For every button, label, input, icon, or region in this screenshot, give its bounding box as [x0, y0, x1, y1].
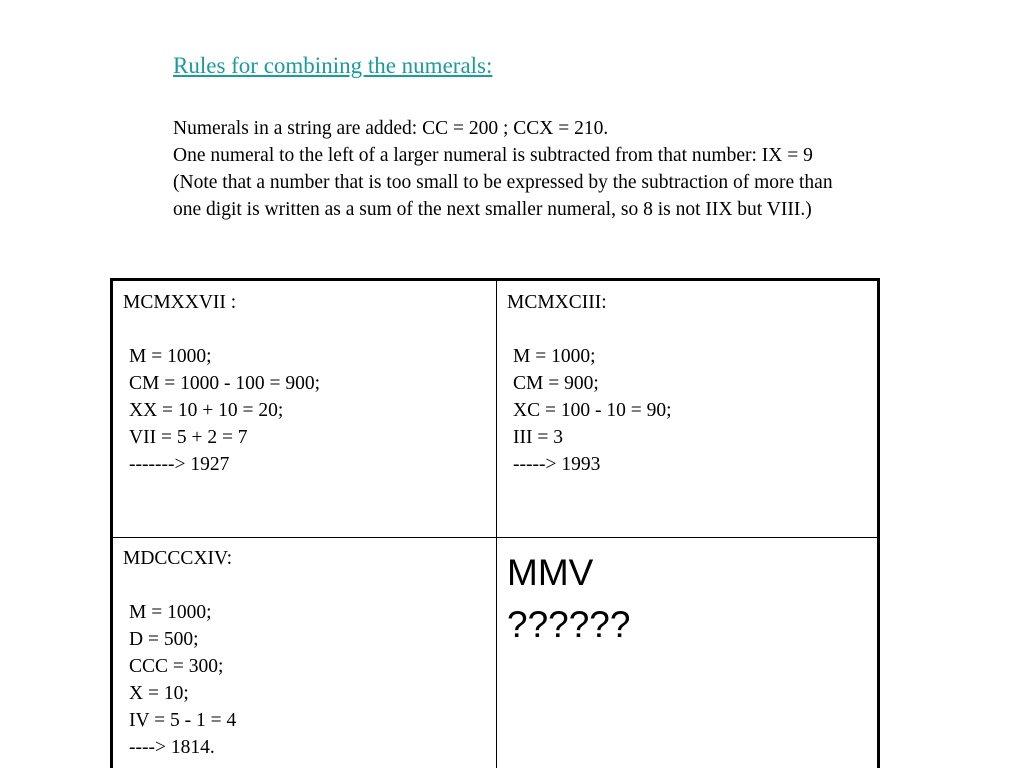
table-column-divider	[496, 281, 497, 768]
example-cell-1993	[507, 289, 672, 478]
examples-table	[110, 278, 880, 768]
cell-heading: MCMXCIII:	[507, 292, 607, 313]
cell-line: XX = 10 + 10 = 20;	[129, 400, 284, 421]
cell-heading: MDCCCXIV:	[123, 548, 233, 569]
cell-line: M = 1000;	[129, 346, 212, 367]
rules-text	[173, 115, 863, 223]
cell-numeral: MMV	[507, 552, 594, 593]
table-row-divider	[113, 537, 877, 538]
example-cell-mmv	[507, 547, 630, 651]
cell-line: VII = 5 + 2 = 7	[129, 427, 248, 448]
cell-line: X = 10;	[129, 683, 189, 704]
cell-line: CM = 900;	[513, 373, 599, 394]
cell-result: ----> 1814.	[129, 737, 215, 758]
cell-line: CCC = 300;	[129, 656, 224, 677]
cell-line: CM = 1000 - 100 = 900;	[129, 373, 321, 394]
example-cell-1814	[123, 545, 236, 761]
rule-addition: Numerals in a string are added: CC = 200 ; CCX = 210.	[173, 118, 609, 139]
cell-line: III = 3	[513, 427, 563, 448]
cell-line: M = 1000;	[513, 346, 596, 367]
cell-heading: MCMXXVII :	[123, 292, 237, 313]
cell-line: M = 1000;	[129, 602, 212, 623]
slide-title: Rules for combining the numerals:	[173, 53, 493, 78]
rule-subtraction: One numeral to the left of a larger numeral is subtracted from that number: IX = 9	[173, 145, 813, 166]
cell-line: D = 500;	[129, 629, 199, 650]
cell-line: IV = 5 - 1 = 4	[129, 710, 237, 731]
example-cell-1927	[123, 289, 320, 478]
rule-note: (Note that a number that is too small to be expressed by the subtraction of more than one digit is written as a sum of the next smaller numeral, so 8 is not IIX but VIII.)	[173, 172, 833, 220]
cell-line: XC = 100 - 10 = 90;	[513, 400, 672, 421]
cell-result: -------> 1927	[129, 454, 230, 475]
cell-question: ??????	[507, 604, 631, 645]
cell-result: -----> 1993	[513, 454, 601, 475]
